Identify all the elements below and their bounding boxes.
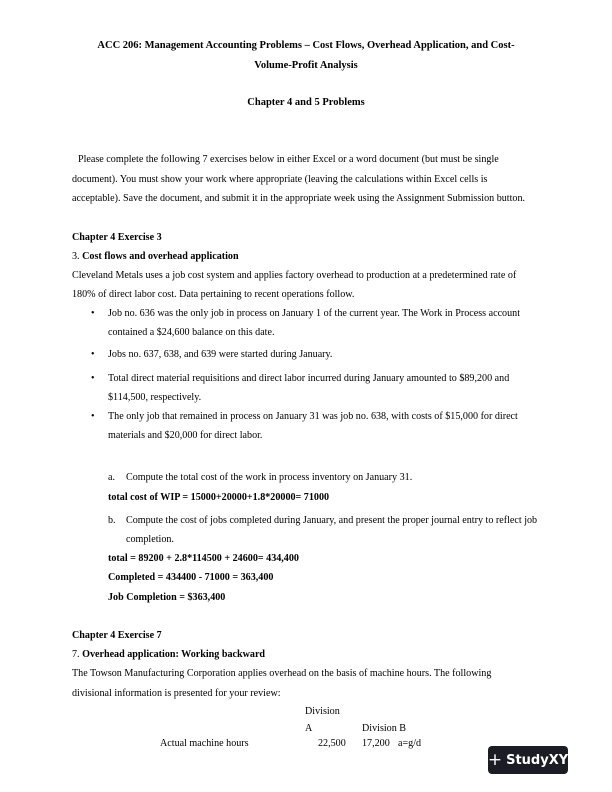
table-header-division-a-line-2: A	[305, 723, 313, 734]
table-header-division-a-line-1: Division	[305, 706, 340, 717]
part-a-answer: total cost of WIP = 15000+20000+1.8*20000= 71000	[108, 492, 330, 503]
table-cell-division-a: 22,500	[318, 738, 346, 749]
document-subtitle: Chapter 4 and 5 Problems	[247, 97, 365, 108]
part-b-answer-completed: Completed = 434400 - 71000 = 363,400	[108, 572, 274, 583]
exercise-7-description-line-2: divisional information is presented for your review:	[72, 688, 281, 699]
exercise-3-description-line-1: Cleveland Metals uses a job cost system and applies factory overhead to production at a predetermined rate of	[72, 270, 517, 281]
bullet-icon: •	[91, 349, 95, 360]
exercise-7-description-line-1: The Towson Manufacturing Corporation applies overhead on the basis of machine hours. The following	[72, 668, 492, 679]
part-b-marker: b.	[108, 515, 116, 526]
exercise-3-number: 3.	[72, 251, 80, 262]
table-cell-division-b: 17,200	[362, 738, 390, 749]
document-title-line-2: Volume-Profit Analysis	[254, 60, 358, 71]
exercise-3-heading: Chapter 4 Exercise 3	[72, 232, 162, 243]
table-cell-note: a=g/d	[398, 738, 422, 749]
exercise-3-description-line-2: 180% of direct labor cost. Data pertaining to recent operations follow.	[72, 289, 355, 300]
bullet-4-line-2: materials and $20,000 for direct labor.	[108, 430, 263, 441]
bullet-icon: •	[91, 411, 95, 422]
document-title-line-1: ACC 206: Management Accounting Problems – Cost Flows, Overhead Application, and Cost-	[97, 40, 515, 51]
bullet-3-line-2: $114,500, respectively.	[108, 392, 202, 403]
bullet-1-line-2: contained a $24,600 balance on this date.	[108, 327, 275, 338]
bullet-2-line-1: Jobs no. 637, 638, and 639 were started during January.	[108, 349, 333, 360]
table-header-division-b: Division B	[362, 723, 407, 734]
exercise-7-topic: Overhead application: Working backward	[82, 649, 266, 660]
intro-line-2: document). You must show your work where appropriate (leaving the calculations within Excel cells is	[72, 174, 488, 185]
bullet-3-line-1: Total direct material requisitions and direct labor incurred during January amounted to $89,200 and	[108, 373, 510, 384]
bullet-4-line-1: The only job that remained in process on January 31 was job no. 638, with costs of $15,000 for direct	[108, 411, 518, 422]
part-a-question: Compute the total cost of the work in process inventory on January 31.	[126, 472, 413, 483]
bullet-1-line-1: Job no. 636 was the only job in process on January 1 of the current year. The Work in Process account	[108, 308, 521, 319]
studyxy-logo	[488, 746, 568, 774]
part-a-marker: a.	[108, 472, 116, 483]
bullet-icon: •	[91, 373, 95, 384]
intro-line-1: Please complete the following 7 exercises below in either Excel or a word document (but must be single	[78, 154, 499, 165]
part-b-question-line-2: completion.	[126, 534, 174, 545]
part-b-answer-job-completion: Job Completion = $363,400	[108, 592, 226, 603]
table-row-label: Actual machine hours	[160, 738, 249, 749]
part-b-question-line-1: Compute the cost of jobs completed during January, and present the proper journal entry to reflect job	[126, 515, 538, 526]
intro-line-3: acceptable). Save the document, and submit it in the appropriate week using the Assignment Submission button.	[72, 193, 526, 204]
exercise-7-number: 7.	[72, 649, 80, 660]
exercise-7-heading: Chapter 4 Exercise 7	[72, 630, 162, 641]
part-b-answer-total: total = 89200 + 2.8*114500 + 24600= 434,400	[108, 553, 299, 564]
exercise-3-title	[72, 247, 562, 266]
plus-icon: +	[487, 749, 503, 770]
exercise-7-title	[72, 645, 562, 664]
bullet-icon: •	[91, 308, 95, 319]
exercise-3-topic: Cost flows and overhead application	[82, 251, 239, 262]
logo-text: StudyXY	[506, 752, 569, 768]
